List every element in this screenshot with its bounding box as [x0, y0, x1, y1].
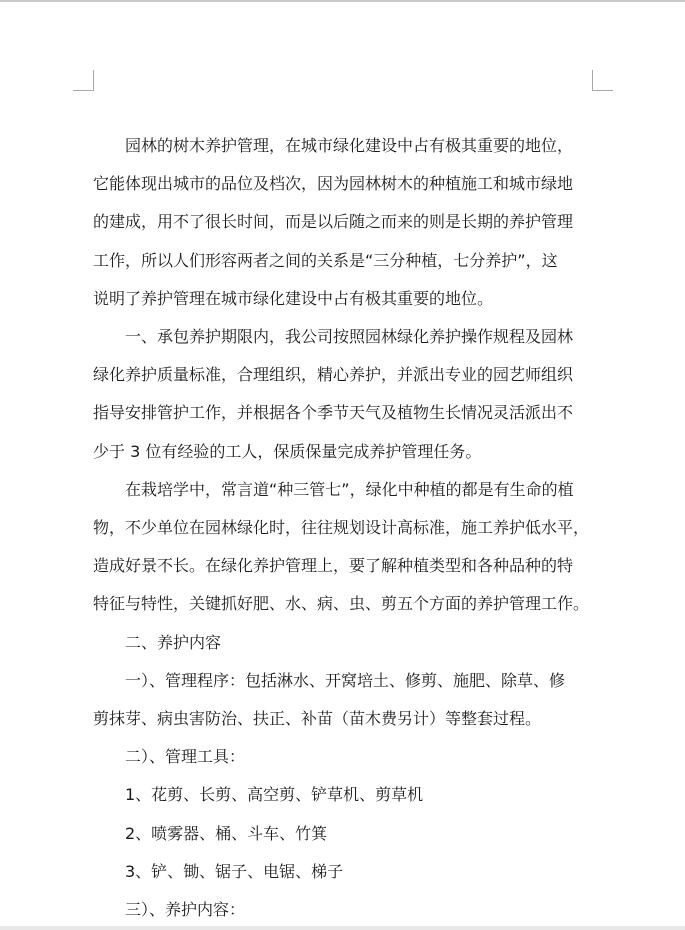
- text-line: 二）、管理工具：: [125, 747, 246, 767]
- list-item-tools-1: [93, 776, 593, 814]
- text-line: 三）、养护内容：: [125, 900, 246, 920]
- text-line: 2、喷雾器、桶、斗车、竹箕: [125, 823, 328, 843]
- page-bottom-edge: [0, 926, 685, 930]
- text-line: 造成好景不长。在绿化养护管理上，要了解种植类型和各种品种的特: [93, 556, 574, 576]
- margin-corner-mark-top-right: [592, 70, 613, 91]
- heading-section-2: [93, 624, 593, 662]
- text-line: 二、养护内容: [125, 632, 222, 652]
- text-line: 说明了养护管理在城市绿化建设中占有极其重要的地位。: [93, 288, 494, 308]
- margin-corner-mark-top-left: [73, 70, 94, 91]
- text-line: 园林的树木养护管理，在城市绿化建设中占有极其重要的地位，: [125, 136, 574, 155]
- paragraph-section-1: [93, 318, 593, 471]
- text-line: 它能体现出城市的品位及档次，因为园林树木的种植施工和城市绿地: [93, 174, 574, 194]
- text-line: 在栽培学中，常言道“种三管七”，绿化中种植的都是有生命的植: [125, 479, 574, 499]
- text-line: 指导安排管护工作，并根据各个季节天气及植物生长情况灵活派出不: [93, 403, 574, 423]
- paragraph-cultivation: [93, 471, 593, 624]
- heading-maintenance-content: [93, 891, 593, 929]
- list-item-tools-2: [93, 815, 593, 853]
- paragraph-intro: [93, 127, 593, 318]
- text-line: 的建成，用不了很长时间，而是以后随之而来的则是长期的养护管理: [93, 212, 574, 232]
- text-line: 绿化养护质量标准，合理组织，精心养护，并派出专业的园艺师组织: [93, 365, 574, 385]
- text-line: 物，不少单位在园林绿化时，往往规划设计高标准，施工养护低水平，: [93, 518, 590, 538]
- text-line: 少于 3 位有经验的工人，保质保量完成养护管理任务。: [93, 441, 482, 461]
- document-body[interactable]: [93, 127, 593, 929]
- paragraph-management-procedure: [93, 662, 593, 738]
- text-line: 一）、管理程序：包括淋水、开窝培土、修剪、施肥、除草、修: [125, 670, 566, 690]
- text-line: 1、花剪、长剪、高空剪、铲草机、剪草机: [125, 785, 424, 805]
- heading-management-tools: [93, 738, 593, 776]
- text-line: 工作，所以人们形容两者之间的关系是“三分种植，七分养护”，这: [93, 250, 558, 270]
- list-item-tools-3: [93, 853, 593, 891]
- text-line: 剪抹芽、病虫害防治、扶正、补苗（苗木费另计）等整套过程。: [93, 709, 542, 729]
- text-line: 特征与特性，关键抓好肥、水、病、虫、剪五个方面的养护管理工作。: [93, 594, 590, 614]
- text-line: 一、承包养护期限内，我公司按照园林绿化养护操作规程及园林: [125, 327, 574, 347]
- text-line: 3、铲、锄、锯子、电锯、梯子: [125, 861, 344, 881]
- document-page: [0, 2, 685, 930]
